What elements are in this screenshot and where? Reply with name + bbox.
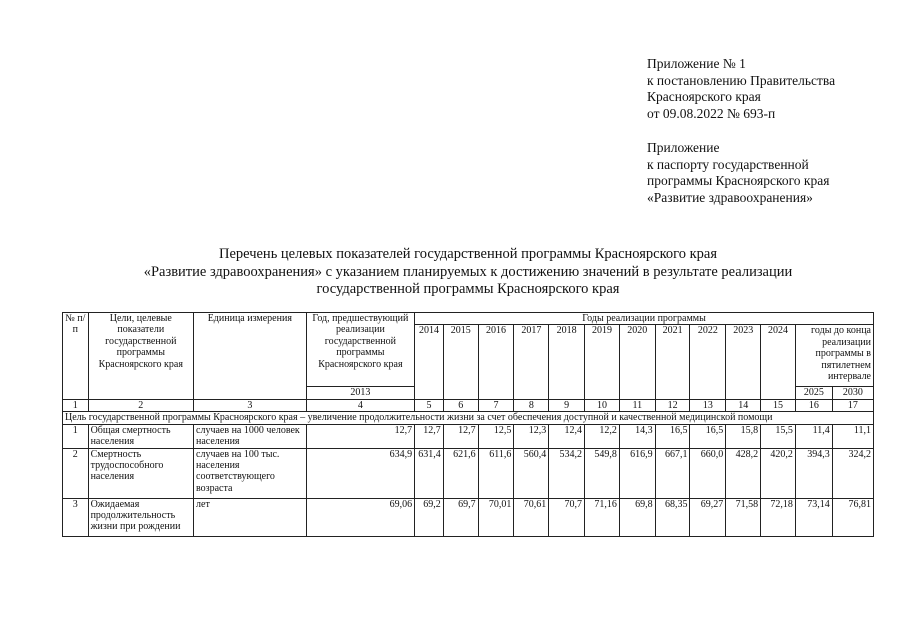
appendix-1-line: Приложение № 1 bbox=[647, 56, 746, 71]
indicator-value: 15,5 bbox=[761, 424, 796, 448]
header-year: 2022 bbox=[690, 325, 726, 399]
header-year: 2023 bbox=[726, 325, 761, 399]
indicator-value: 667,1 bbox=[655, 448, 690, 498]
column-number: 10 bbox=[585, 399, 620, 411]
header-year: 2021 bbox=[655, 325, 690, 399]
header-year: 2014 bbox=[415, 325, 444, 399]
row-number: 2 bbox=[63, 448, 89, 498]
appendix-1-line: от 09.08.2022 № 693-п bbox=[647, 105, 776, 121]
header-base-year: Год, предшествующий реализации государственной программы Красноярского края bbox=[306, 313, 415, 387]
indicator-value: 15,8 bbox=[726, 424, 761, 448]
appendix-1-line: Красноярского края bbox=[647, 89, 761, 105]
indicator-value: 70,61 bbox=[514, 498, 549, 536]
column-number: 11 bbox=[619, 399, 655, 411]
column-number: 8 bbox=[514, 399, 549, 411]
appendix-2-line: Приложение bbox=[647, 140, 720, 155]
indicator-value: 16,5 bbox=[690, 424, 726, 448]
appendix-2-line: «Развитие здравоохранения» bbox=[647, 189, 813, 205]
header-year: 2016 bbox=[478, 325, 514, 399]
document-title bbox=[0, 246, 902, 299]
column-number: 9 bbox=[549, 399, 585, 411]
indicator-value: 420,2 bbox=[761, 448, 796, 498]
indicator-value: 11,1 bbox=[832, 424, 873, 448]
appendix-2-line: к паспорту государственной bbox=[647, 156, 809, 172]
column-numbers-row bbox=[63, 399, 874, 411]
table-row bbox=[63, 424, 874, 448]
row-number: 1 bbox=[63, 424, 89, 448]
column-number: 15 bbox=[761, 399, 796, 411]
indicator-value: 616,9 bbox=[619, 448, 655, 498]
column-number: 13 bbox=[690, 399, 726, 411]
column-number: 6 bbox=[443, 399, 478, 411]
indicator-value: 634,9 bbox=[306, 448, 415, 498]
indicator-value: 76,81 bbox=[832, 498, 873, 536]
indicator-value: 70,7 bbox=[549, 498, 585, 536]
title-line: государственной программы Красноярского края bbox=[316, 281, 620, 297]
header-end-year: 2030 bbox=[832, 387, 873, 399]
column-number: 7 bbox=[478, 399, 514, 411]
indicator-value: 611,6 bbox=[478, 448, 514, 498]
indicator-value: 549,8 bbox=[585, 448, 620, 498]
appendix-2-block bbox=[647, 140, 829, 206]
indicator-value: 12,7 bbox=[415, 424, 444, 448]
indicator-name: Общая смертность населения bbox=[88, 424, 193, 448]
indicator-value: 70,01 bbox=[478, 498, 514, 536]
indicator-value: 428,2 bbox=[726, 448, 761, 498]
header-year: 2015 bbox=[443, 325, 478, 399]
header-years-group: Годы реализации программы bbox=[415, 313, 874, 325]
indicator-value: 12,5 bbox=[478, 424, 514, 448]
indicator-value: 631,4 bbox=[415, 448, 444, 498]
title-line: «Развитие здравоохранения» с указанием планируемых к достижению значений в результате реализации bbox=[143, 263, 793, 280]
header-year: 2017 bbox=[514, 325, 549, 399]
row-number: 3 bbox=[63, 498, 89, 536]
indicator-value: 69,7 bbox=[443, 498, 478, 536]
indicator-value: 660,0 bbox=[690, 448, 726, 498]
indicator-value: 12,7 bbox=[443, 424, 478, 448]
indicator-name: Смертность трудоспособного населения bbox=[88, 448, 193, 498]
header-year: 2018 bbox=[549, 325, 585, 399]
indicator-unit: случаев на 100 тыс. населения соответствующего возраста bbox=[194, 448, 307, 498]
indicator-name: Ожидаемая продолжительность жизни при рождении bbox=[88, 498, 193, 536]
indicator-value: 68,35 bbox=[655, 498, 690, 536]
title-line: Перечень целевых показателей государственной программы Красноярского края bbox=[218, 246, 718, 262]
header-year: 2019 bbox=[585, 325, 620, 399]
indicator-value: 73,14 bbox=[795, 498, 832, 536]
column-number: 17 bbox=[832, 399, 873, 411]
header-end-year: 2025 bbox=[795, 387, 832, 399]
indicator-value: 621,6 bbox=[443, 448, 478, 498]
indicator-value: 69,27 bbox=[690, 498, 726, 536]
indicator-value: 14,3 bbox=[619, 424, 655, 448]
indicator-value: 12,3 bbox=[514, 424, 549, 448]
header-until-end: годы до конца реализации программы в пятилетнем интервале bbox=[795, 325, 873, 387]
indicator-value: 71,16 bbox=[585, 498, 620, 536]
indicator-value: 534,2 bbox=[549, 448, 585, 498]
column-number: 12 bbox=[655, 399, 690, 411]
indicator-value: 72,18 bbox=[761, 498, 796, 536]
indicator-unit: лет bbox=[194, 498, 307, 536]
indicator-value: 16,5 bbox=[655, 424, 690, 448]
header-unit: Единица измерения bbox=[194, 313, 307, 400]
appendix-1-line: к постановлению Правительства bbox=[647, 72, 836, 88]
indicator-value: 71,58 bbox=[726, 498, 761, 536]
column-number: 4 bbox=[306, 399, 415, 411]
header-year: 2020 bbox=[619, 325, 655, 399]
column-number: 2 bbox=[88, 399, 193, 411]
table-row bbox=[63, 498, 874, 536]
indicator-value: 324,2 bbox=[832, 448, 873, 498]
indicator-value: 69,8 bbox=[619, 498, 655, 536]
indicator-value: 12,4 bbox=[549, 424, 585, 448]
indicator-value: 69,06 bbox=[306, 498, 415, 536]
indicator-value: 560,4 bbox=[514, 448, 549, 498]
header-num: № п/п bbox=[63, 313, 89, 400]
header-year: 2024 bbox=[761, 325, 796, 399]
column-number: 1 bbox=[63, 399, 89, 411]
column-number: 3 bbox=[194, 399, 307, 411]
indicator-value: 11,4 bbox=[795, 424, 832, 448]
appendix-1-block bbox=[647, 56, 835, 122]
indicator-value: 394,3 bbox=[795, 448, 832, 498]
appendix-2-line: программы Красноярского края bbox=[647, 173, 830, 189]
indicator-value: 12,2 bbox=[585, 424, 620, 448]
goal-row: Цель государственной программы Красноярского края – увеличение продолжительности жизни за счет обеспечения доступной и качественной медицинской помощи bbox=[63, 412, 874, 424]
header-base-year-value: 2013 bbox=[306, 387, 415, 399]
column-number: 5 bbox=[415, 399, 444, 411]
indicators-table bbox=[62, 312, 874, 537]
header-goals: Цели, целевые показатели государственной программы Красноярского края bbox=[88, 313, 193, 400]
table-row bbox=[63, 448, 874, 498]
indicator-value: 12,7 bbox=[306, 424, 415, 448]
indicator-value: 69,2 bbox=[415, 498, 444, 536]
column-number: 14 bbox=[726, 399, 761, 411]
column-number: 16 bbox=[795, 399, 832, 411]
indicator-unit: случаев на 1000 человек населения bbox=[194, 424, 307, 448]
